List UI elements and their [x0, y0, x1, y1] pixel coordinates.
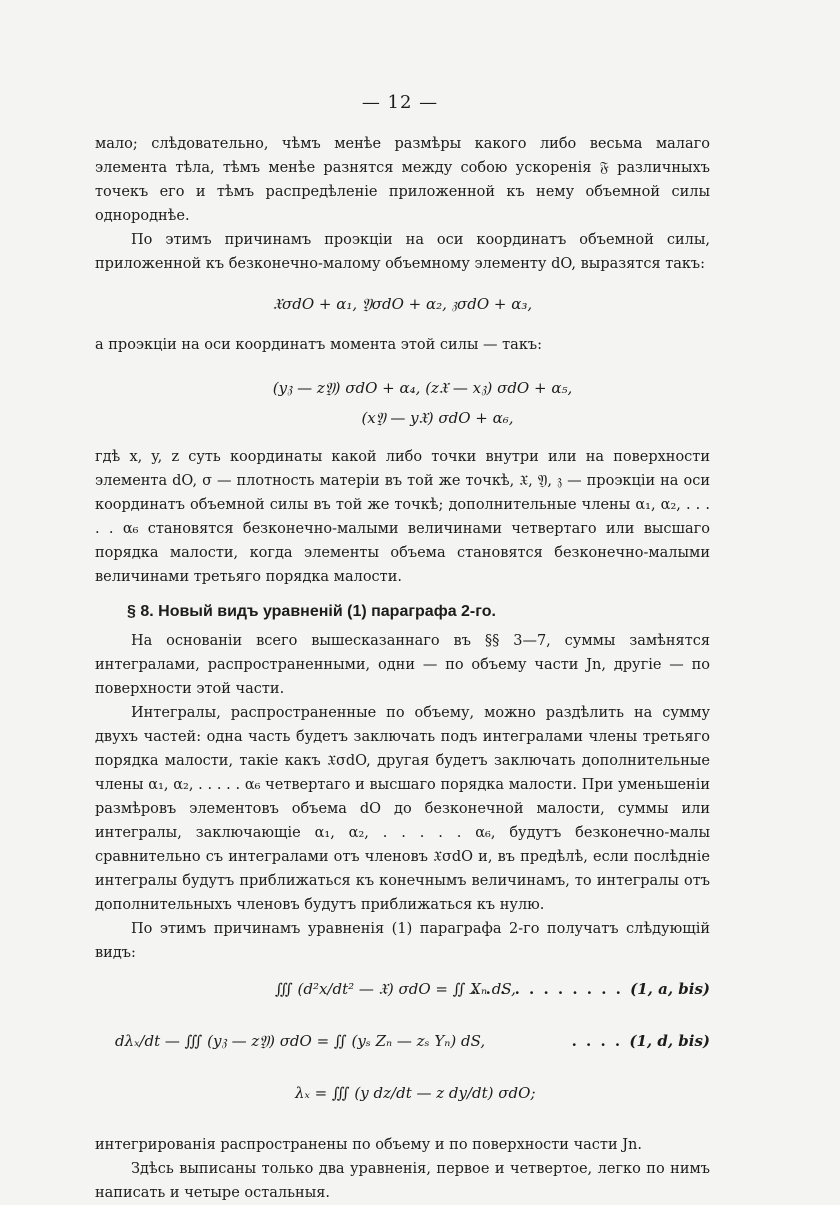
paragraph: интегрированія распространены по объему и по поверхности части Jn. [95, 1137, 642, 1153]
paragraph: а проэкціи на оси координатъ момента этой силы — такъ: [95, 337, 543, 353]
display-equation-1d [95, 1017, 710, 1069]
equation-label [471, 977, 710, 1001]
equation-moment-2: (x𝔜 — y𝔛) σdO + α₆, [361, 409, 514, 427]
leader-dots: . . . . . . . . . . . [471, 980, 631, 998]
equation-label [572, 1029, 710, 1053]
leader-dots: . . . . [571, 1032, 630, 1050]
equation-expression: dλₓ/dt — ∭ (y𝔷 — z𝔜) σdO = ∬ (yₛ Zₙ — zₛ Yₙ) dS, [115, 1032, 486, 1050]
display-equation-1a [95, 965, 710, 1017]
equation-expression: ∭ (d²x/dt² — 𝔛) σdO = ∬ Xₙ dS, [275, 980, 516, 998]
equation-expression: λₓ = ∭ (y dz/dt — z dy/dt) σdO; [295, 1084, 536, 1102]
equation-number: (1, d, bis) [629, 1032, 710, 1050]
paragraph: Интегралы, распространенные по объему, можно раздѣлить на сумму двухъ частей: одна часть будетъ заключать подъ интегралами члены третьяго порядка малости, такіе какъ 𝔛σdO, другая будетъ заключать дополнительные члены α₁, α₂, . . . . . α₆ четвертаго и высшаго порядка малости. При уменьшеніи размѣровъ элементовъ объема dO до безконечной малости, суммы или интегралы, заключающіе α₁, α₂, . . . . . α₆, будутъ безконечно-малы сравнительно съ интегралами отъ членовъ 𝔛σdO и, въ предѣлѣ, если послѣдніе интегралы будутъ приближаться къ конечнымъ величинамъ, то интегралы отъ дополнительныхъ членовъ будутъ приближаться къ нулю. [95, 705, 710, 913]
equation-body-force: 𝔛σdO + α₁, 𝔜σdO + α₂, 𝔷σdO + α₃, [272, 295, 533, 313]
page-number: — 12 — [361, 92, 439, 113]
display-equation-lambda [95, 1069, 710, 1121]
section-heading: § 8. Новый видъ уравненій (1) параграфа 2-го. [127, 603, 496, 620]
equation-moment-1: (y𝔷 — z𝔜) σdO + α₄, (z𝔛 — x𝔷) σdO + α₅, [272, 379, 573, 397]
page-body [95, 132, 710, 1205]
paragraph: Здѣсь выписаны только два уравненія, первое и четвертое, легко по нимъ написать и четыре остальныя. [95, 1161, 710, 1201]
equation-number: (1, a, bis) [630, 980, 710, 998]
paragraph: гдѣ x, y, z суть координаты какой либо точки внутри или на поверхности элемента dO, σ — плотность матеріи въ той же точкѣ, 𝔛, 𝔜, 𝔷 — проэкціи на оси координатъ объемной силы въ той же точкѣ; дополнительные члены α₁, α₂, . . . . . α₆ становятся безконечно-малыми величинами четвертаго или высшаго порядка малости, когда элементы объема становятся безконечно-малыми величинами третьяго порядка малости. [95, 449, 710, 585]
paragraph: По этимъ причинамъ уравненія (1) параграфа 2-го получатъ слѣдующій видъ: [95, 921, 710, 961]
paragraph: На основаніи всего вышесказаннаго въ §§ 3—7, суммы замѣнятся интегралами, распространенными, одни — по объему части Jn, другіе — по поверхности этой части. [95, 633, 710, 697]
paragraph: мало; слѣдовательно, чѣмъ менѣе размѣры какого либо весьма малаго элемента тѣла, тѣмъ менѣе разнятся между собою ускоренія 𝔉 различныхъ точекъ его и тѣмъ распредѣленіе приложенной къ нему объемной силы однороднѣе. [95, 136, 710, 224]
paragraph: По этимъ причинамъ проэкціи на оси координатъ объемной силы, приложенной къ безконечно-малому объемному элементу dO, выразятся такъ: [95, 232, 710, 272]
